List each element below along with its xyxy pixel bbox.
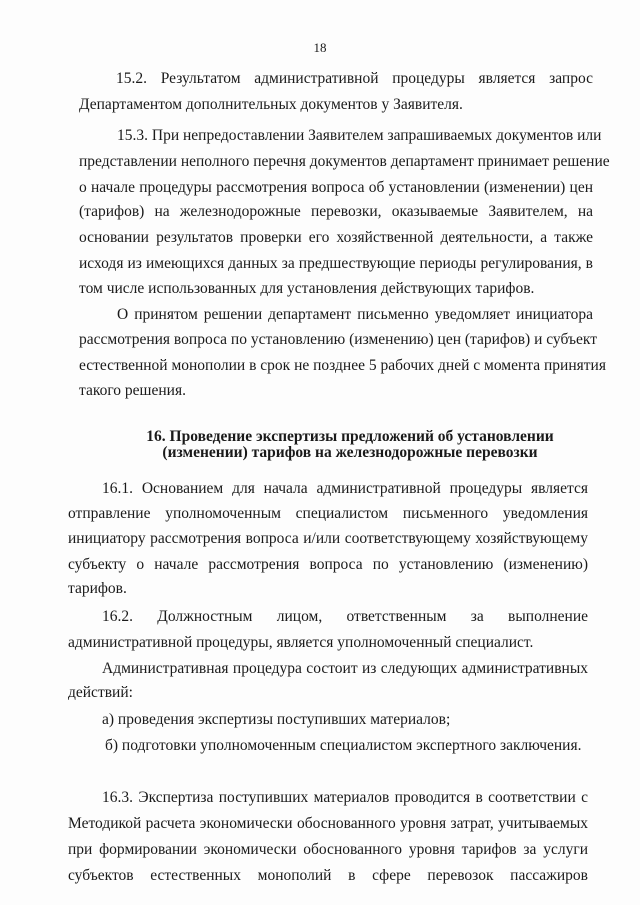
text-line: естественной монополии в срок не позднее 5 рабочих дней с момента принятия: [79, 357, 606, 374]
text-line: действий:: [68, 684, 133, 701]
text-line: О принятом решении департамент письменно уведомляет инициатора: [117, 306, 593, 323]
text-line: такого решения.: [79, 382, 186, 399]
text-line: рассмотрения вопроса по установлению (изменению) цен (тарифов) и субъект: [79, 331, 597, 348]
page-number: 18: [313, 40, 327, 55]
text-line: тарифов.: [68, 580, 127, 597]
text-line: инициатору рассмотрения вопроса и/или соответствующему хозяйствующему: [68, 530, 588, 547]
text-line: Административная процедура состоит из следующих административных: [102, 660, 588, 677]
text-line: Методикой расчета экономически обоснованного уровня затрат, учитываемых: [68, 815, 588, 832]
text-line: 15.3. При непредоставлении Заявителем запрашиваемых документов или: [117, 127, 602, 144]
text-line: субъекту о начале рассмотрения вопроса по установлению (изменению): [68, 556, 588, 573]
text-line: 15.2. Результатом административной процедуры является запрос: [116, 70, 593, 87]
text-line: исходя из имеющихся данных за предшествующие периоды регулирования, в: [79, 255, 593, 272]
text-line: при формировании экономически обоснованного уровня тарифов за услуги: [68, 841, 588, 858]
text-line: о начале процедуры рассмотрения вопроса об установлении (изменении) цен: [79, 179, 593, 196]
text-line: 16.3. Экспертиза поступивших материалов проводится в соответствии с: [102, 789, 588, 806]
text-line: административной процедуры, является уполномоченный специалист.: [68, 634, 534, 651]
text-line: том числе использованных для установления действующих тарифов.: [79, 280, 535, 297]
text-line: 16.1. Основанием для начала административной процедуры является: [102, 480, 588, 497]
text-line: (тарифов) на железнодорожные перевозки, оказываемые Заявителем, на: [79, 203, 593, 220]
list-item: а) проведения экспертизы поступивших материалов;: [102, 711, 451, 728]
text-line: основании результатов проверки его хозяйственной деятельности, а также: [79, 229, 593, 246]
text-line: 16.2. Должностным лицом, ответственным за выполнение: [102, 608, 588, 625]
text-line: Департаментом дополнительных документов у Заявителя.: [79, 96, 463, 113]
text-line: субъектов естественных монополий в сфере перевозок пассажиров: [68, 867, 588, 884]
text-line: отправление уполномоченным специалистом письменного уведомления: [68, 505, 588, 522]
list-item: б) подготовки уполномоченным специалистом экспертного заключения.: [105, 737, 582, 754]
section-heading: 16. Проведение экспертизы предложений об установлении: [146, 428, 554, 445]
section-heading: (изменении) тарифов на железнодорожные перевозки: [162, 444, 538, 461]
text-line: представлении неполного перечня документов департамент принимает решение: [79, 153, 610, 170]
